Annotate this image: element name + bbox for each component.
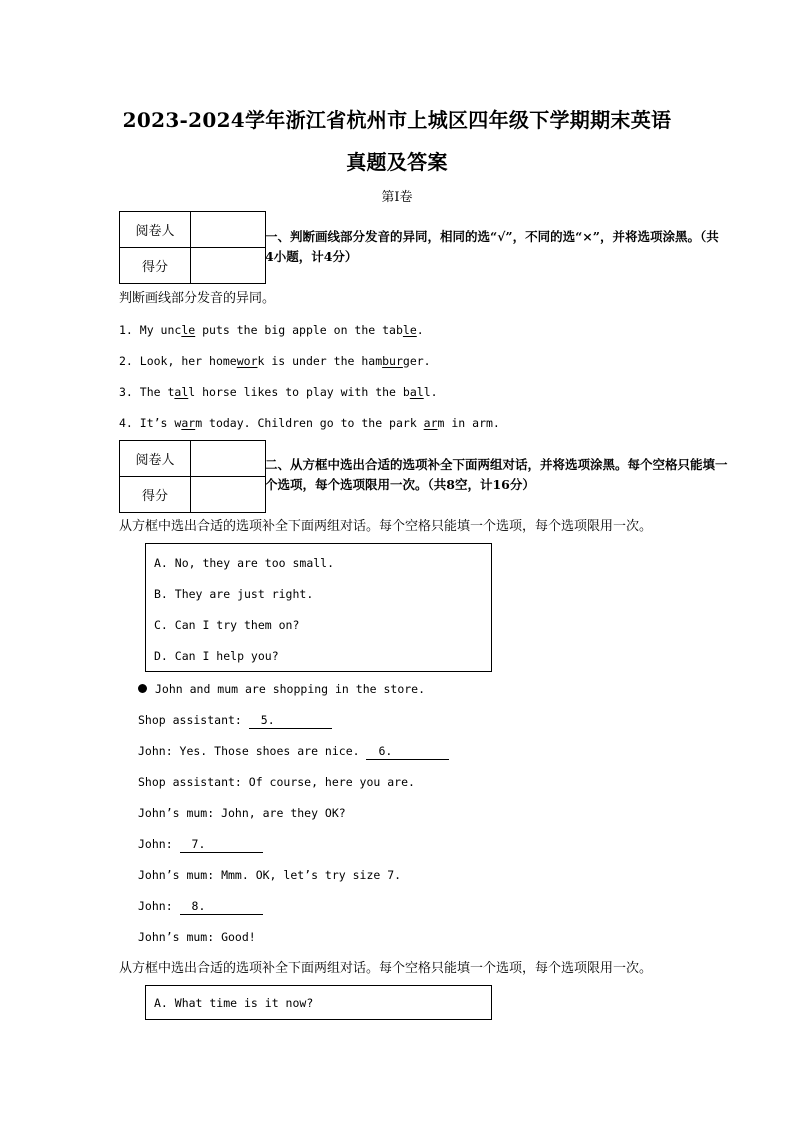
reviewer-label: 阅卷人 (120, 441, 191, 477)
option-c: C. Can I try them on? (154, 618, 300, 632)
dialogue-text: Shop assistant: (138, 713, 249, 727)
section1-heading (265, 227, 790, 267)
item-text: . (416, 323, 424, 337)
item-number: 4. (119, 416, 140, 430)
bullet-icon (138, 684, 147, 693)
reviewer-label: 阅卷人 (120, 212, 191, 248)
section2-heading-line1: 二、从方框中选出合适的选项补全下面两组对话，并将选项涂黑。每个空格只能填一 (265, 457, 728, 472)
dialogue-text: John: Yes. Those shoes are nice. (138, 744, 367, 758)
option-a: A. No, they are too small. (154, 556, 335, 570)
option-a-2: A. What time is it now? (154, 996, 314, 1010)
section2-heading-line2: 个选项，每个选项限用一次。（共8空，计16分） (265, 477, 535, 492)
score-cell (191, 248, 266, 284)
item-number: 1. (119, 323, 140, 337)
item-number: 3. (119, 385, 140, 399)
answer-blank[interactable]: 5. (249, 712, 332, 729)
reviewer-cell (191, 212, 266, 248)
section2-instruction-2: 从方框中选出合适的选项补全下面两组对话。每个空格只能填一个选项，每个选项限用一次。 (119, 961, 653, 976)
underlined-sound: bur (382, 354, 403, 368)
underlined-sound: al (409, 385, 424, 399)
dialogue-line (138, 929, 256, 945)
dialogue-line (138, 898, 263, 915)
item-text: k is under the ham (257, 354, 383, 368)
item-text: Look, her home (139, 354, 237, 368)
underlined-sound: le (181, 323, 196, 337)
answer-blank[interactable]: 6. (366, 743, 449, 760)
score-label: 得分 (120, 248, 191, 284)
dialogue-line (138, 743, 449, 760)
item-text: It’s w (139, 416, 182, 430)
dialogue-line (138, 774, 415, 790)
item-text: m in arm. (437, 416, 500, 430)
dialogue-text: John’s mum: John, are they OK? (138, 806, 346, 820)
option-b: B. They are just right. (154, 587, 314, 601)
section1-heading-line1: 一、判断画线部分发音的异同，相同的选“√”，不同的选“×”，并将选项涂黑。（共 (265, 229, 719, 244)
item-text: m today. Children go to the park (195, 416, 424, 430)
item-text: l. (423, 385, 438, 399)
options-box (145, 543, 492, 672)
pronunciation-item (119, 415, 500, 431)
dialogue-text: John’s mum: Mmm. OK, let’s try size 7. (138, 868, 402, 882)
section2-instruction: 从方框中选出合适的选项补全下面两组对话。每个空格只能填一个选项，每个选项限用一次。 (119, 519, 653, 534)
section1-heading-line2: 4小题，计4分） (265, 249, 358, 264)
item-text: puts the big apple on the tab (195, 323, 403, 337)
dialogue-line (138, 805, 346, 821)
score-cell (191, 477, 266, 513)
dialogue-line (138, 712, 332, 729)
underlined-sound: ar (181, 416, 196, 430)
scene-line (138, 681, 425, 697)
pronunciation-item (119, 353, 431, 369)
score-label: 得分 (120, 477, 191, 513)
answer-blank[interactable]: 7. (180, 836, 263, 853)
document-title-line1: 2023-2024学年浙江省杭州市上城区四年级下学期期末英语 (122, 108, 672, 132)
item-number: 2. (119, 354, 140, 368)
reviewer-cell (191, 441, 266, 477)
item-text: l horse likes to play with the b (188, 385, 410, 399)
score-table-2 (119, 440, 266, 513)
pronunciation-item (119, 322, 424, 338)
dialogue-text: John: (138, 837, 180, 851)
score-table-1 (119, 211, 266, 284)
section2-heading (265, 455, 790, 495)
dialogue-text: John: (138, 899, 180, 913)
dialogue-line (138, 836, 263, 853)
item-text: ger. (402, 354, 431, 368)
dialogue-text: John’s mum: Good! (138, 930, 256, 944)
volume-label: 第I卷 (381, 190, 413, 205)
scene-text: John and mum are shopping in the store. (155, 682, 426, 696)
answer-blank[interactable]: 8. (180, 898, 263, 915)
item-text: The t (139, 385, 175, 399)
underlined-sound: le (402, 323, 417, 337)
dialogue-line (138, 867, 401, 883)
document-title-line2: 真题及答案 (346, 150, 448, 174)
dialogue-text: Shop assistant: Of course, here you are. (138, 775, 415, 789)
item-text: My unc (139, 323, 182, 337)
pronunciation-item (119, 384, 438, 400)
underlined-sound: ar (423, 416, 438, 430)
section1-instruction: 判断画线部分发音的异同。 (119, 291, 276, 306)
underlined-sound: wor (236, 354, 258, 368)
option-d: D. Can I help you? (154, 649, 279, 663)
underlined-sound: al (174, 385, 189, 399)
options-box-2 (145, 985, 492, 1020)
